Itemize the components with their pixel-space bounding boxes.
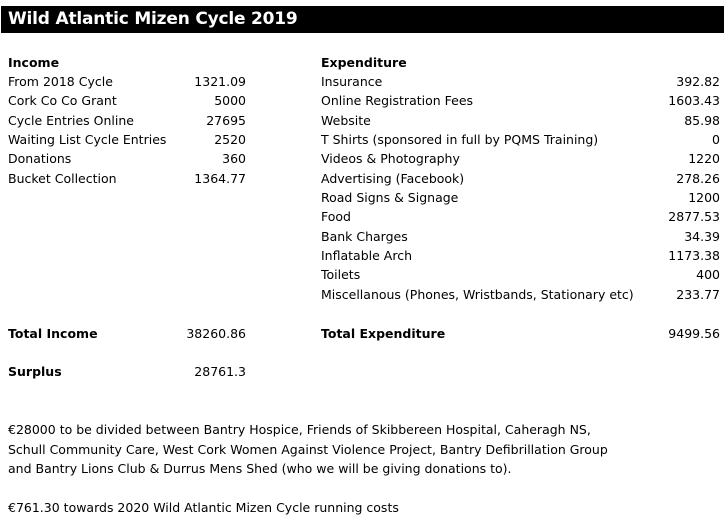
expenditure-row-value: 2877.53 bbox=[668, 209, 720, 224]
income-row-value: 2520 bbox=[214, 132, 246, 147]
expenditure-row-value: 1603.43 bbox=[668, 93, 720, 108]
expenditure-row-label: Toilets bbox=[321, 267, 361, 282]
income-row-label: Waiting List Cycle Entries bbox=[8, 132, 167, 147]
expenditure-row-value: 34.39 bbox=[684, 229, 720, 244]
income-row-value: 27695 bbox=[206, 113, 246, 128]
income-row-label: Cycle Entries Online bbox=[8, 113, 134, 128]
expenditure-row-label: Inflatable Arch bbox=[321, 248, 412, 263]
note-line: and Bantry Lions Club & Durrus Mens Shed (who we will be giving donations to). bbox=[8, 461, 512, 476]
expenditure-heading: Expenditure bbox=[321, 55, 407, 70]
note-line: €28000 to be divided between Bantry Hospice, Friends of Skibbereen Hospital, Caheragh NS, bbox=[8, 422, 591, 437]
income-row-value: 1321.09 bbox=[194, 74, 246, 89]
expenditure-row-label: Food bbox=[321, 209, 351, 224]
surplus-label: Surplus bbox=[8, 364, 62, 379]
expenditure-row-value: 278.26 bbox=[676, 171, 720, 186]
expenditure-row-label: Website bbox=[321, 113, 371, 128]
expenditure-row-label: Advertising (Facebook) bbox=[321, 171, 465, 186]
income-row-label: Bucket Collection bbox=[8, 171, 117, 186]
income-row-value: 5000 bbox=[214, 93, 246, 108]
total-income-value: 38260.86 bbox=[186, 326, 246, 341]
income-row-label: Cork Co Co Grant bbox=[8, 93, 117, 108]
total-expenditure-value: 9499.56 bbox=[668, 326, 720, 341]
expenditure-row-value: 1173.38 bbox=[668, 248, 720, 263]
expenditure-row-label: Miscellanous (Phones, Wristbands, Stationary etc) bbox=[321, 287, 634, 302]
expenditure-row-value: 233.77 bbox=[676, 287, 720, 302]
note-line: Schull Community Care, West Cork Women Against Violence Project, Bantry Defibrillation Group bbox=[8, 442, 608, 457]
expenditure-row-label: T Shirts (sponsored in full by PQMS Training) bbox=[321, 132, 599, 147]
expenditure-row-label: Insurance bbox=[321, 74, 383, 89]
income-row-label: Donations bbox=[8, 151, 72, 166]
expenditure-row-label: Bank Charges bbox=[321, 229, 408, 244]
expenditure-row-value: 0 bbox=[712, 132, 720, 147]
title-bar bbox=[1, 6, 724, 33]
expenditure-row-value: 400 bbox=[696, 267, 720, 282]
income-heading: Income bbox=[8, 55, 60, 70]
surplus-value: 28761.3 bbox=[194, 364, 246, 379]
expenditure-row-value: 85.98 bbox=[684, 113, 720, 128]
income-row-value: 1364.77 bbox=[194, 171, 246, 186]
expenditure-row-label: Videos & Photography bbox=[321, 151, 460, 166]
page-title: Wild Atlantic Mizen Cycle 2019 bbox=[8, 9, 298, 29]
expenditure-row-label: Online Registration Fees bbox=[321, 93, 474, 108]
expenditure-row-value: 1200 bbox=[688, 190, 720, 205]
note-line: €761.30 towards 2020 Wild Atlantic Mizen Cycle running costs bbox=[8, 500, 399, 515]
income-row-label: From 2018 Cycle bbox=[8, 74, 113, 89]
income-row-value: 360 bbox=[222, 151, 246, 166]
total-expenditure-label: Total Expenditure bbox=[321, 326, 446, 341]
expenditure-row-value: 1220 bbox=[688, 151, 720, 166]
expenditure-row-label: Road Signs & Signage bbox=[321, 190, 459, 205]
total-income-label: Total Income bbox=[8, 326, 98, 341]
expenditure-row-value: 392.82 bbox=[676, 74, 720, 89]
